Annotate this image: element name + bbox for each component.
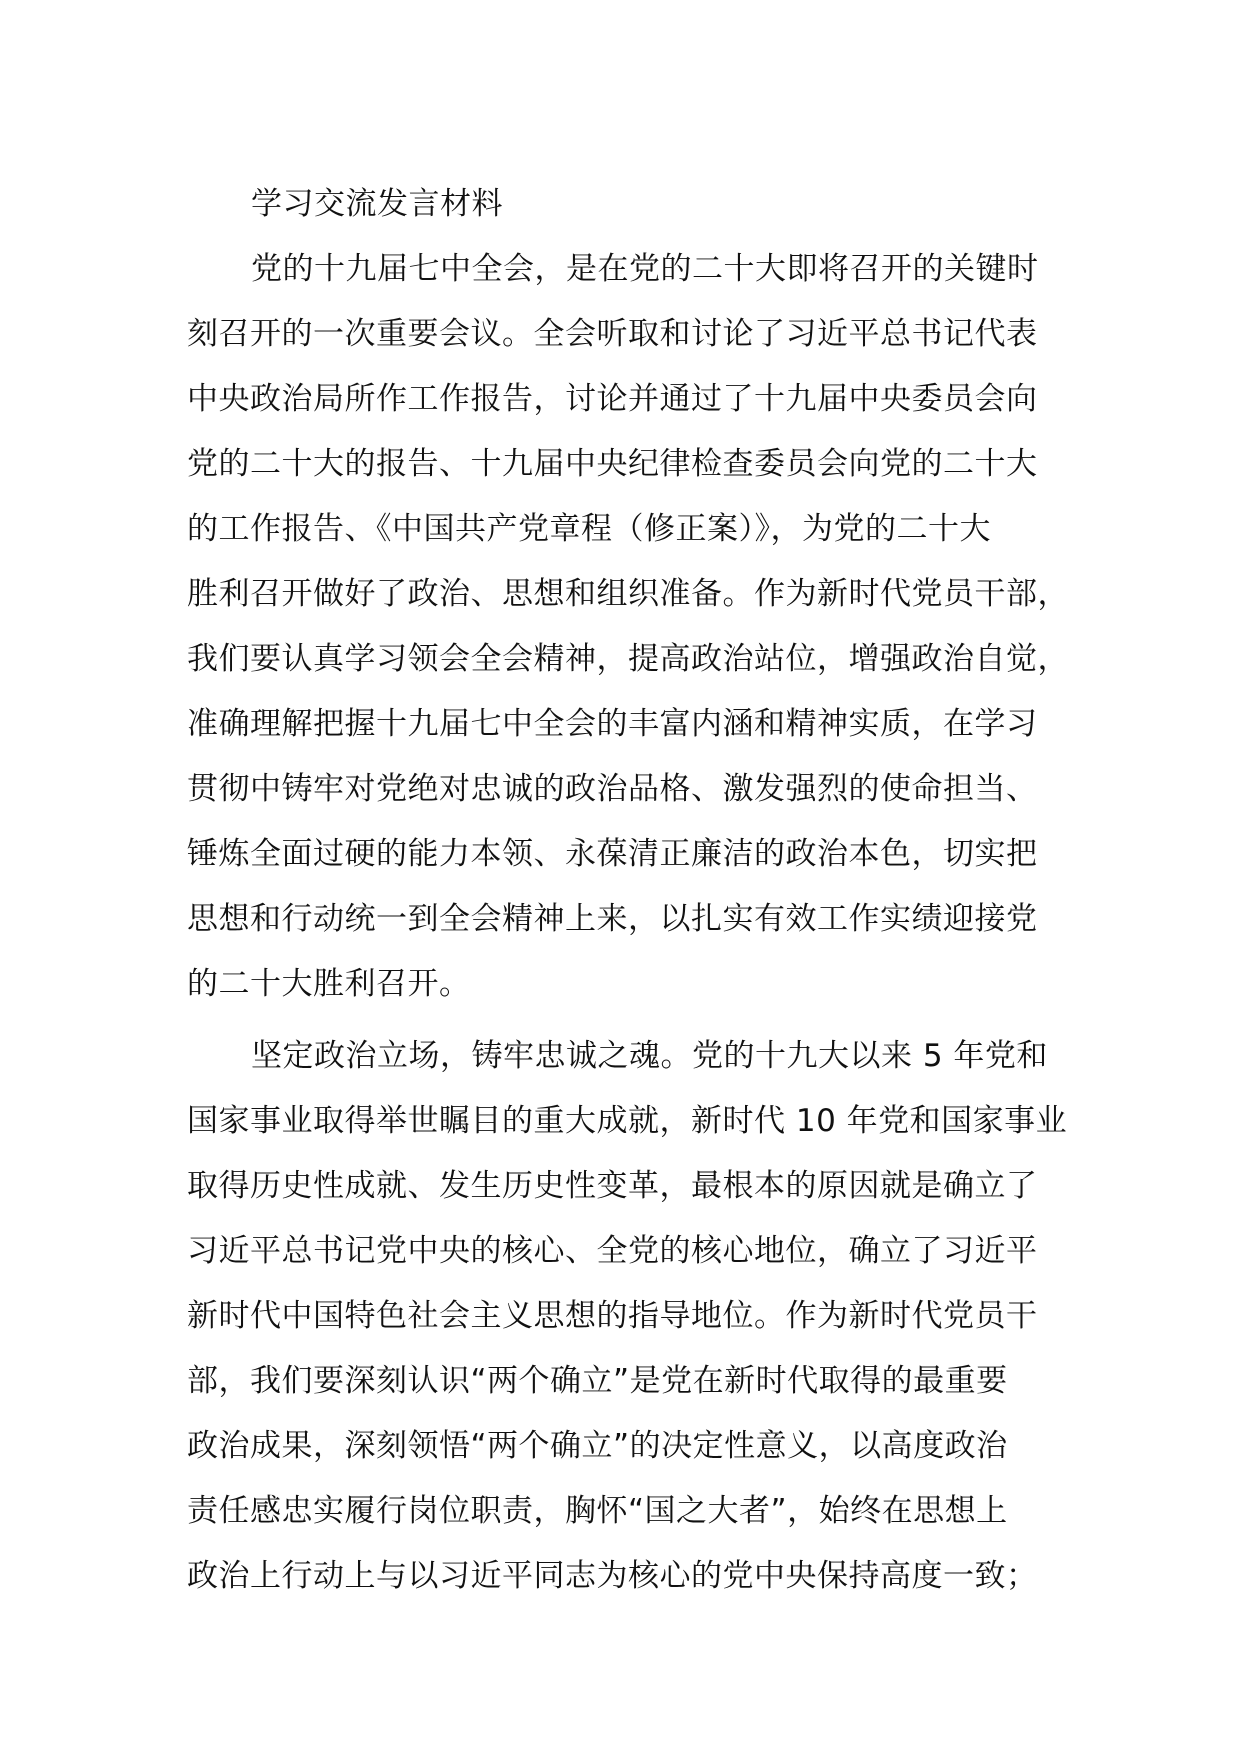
text-line: 刻召开的一次重要会议。全会听取和讨论了习近平总书记代表 bbox=[187, 316, 1038, 352]
text-line: 取得历史性成就、发生历史性变革，最根本的原因就是确立了 bbox=[187, 1168, 1038, 1204]
text-line: 贯彻中铸牢对党绝对忠诚的政治品格、激发强烈的使命担当、 bbox=[187, 771, 1038, 807]
text-line: 的工作报告、《中国共产党章程（修正案）》，为党的二十大 bbox=[187, 511, 991, 547]
text-line: 政治成果，深刻领悟“两个确立”的决定性意义，以高度政治 bbox=[187, 1428, 1008, 1464]
text-line: 政治上行动上与以习近平同志为核心的党中央保持高度一致； bbox=[187, 1558, 1038, 1594]
text-line: 国家事业取得举世瞩目的重大成就，新时代 10 年党和国家事业 bbox=[187, 1103, 1068, 1139]
text-line: 思想和行动统一到全会精神上来，以扎实有效工作实绩迎接党 bbox=[187, 901, 1038, 937]
text-line: 新时代中国特色社会主义思想的指导地位。作为新时代党员干 bbox=[187, 1298, 1038, 1334]
text-line: 责任感忠实履行岗位职责，胸怀“国之大者”，始终在思想上 bbox=[187, 1493, 1008, 1529]
text-line: 胜利召开做好了政治、思想和组织准备。作为新时代党员干部， bbox=[187, 576, 1069, 612]
text-line: 坚定政治立场，铸牢忠诚之魂。党的十九大以来 5 年党和 bbox=[251, 1038, 1048, 1074]
text-line: 准确理解把握十九届七中全会的丰富内涵和精神实质，在学习 bbox=[187, 706, 1038, 742]
text-line: 党的二十大的报告、十九届中央纪律检查委员会向党的二十大 bbox=[187, 446, 1038, 482]
paragraph-2 bbox=[187, 1024, 1068, 1609]
text-line: 的二十大胜利召开。 bbox=[187, 966, 471, 1002]
document-body bbox=[187, 172, 1069, 1609]
text-line: 部，我们要深刻认识“两个确立”是党在新时代取得的最重要 bbox=[187, 1363, 1008, 1399]
text-line: 中央政治局所作工作报告，讨论并通过了十九届中央委员会向 bbox=[187, 381, 1038, 417]
text-line: 党的十九届七中全会，是在党的二十大即将召开的关键时 bbox=[251, 251, 1039, 287]
text-line: 习近平总书记党中央的核心、全党的核心地位，确立了习近平 bbox=[187, 1233, 1038, 1269]
document-title: 学习交流发言材料 bbox=[251, 186, 503, 222]
paragraph-1 bbox=[187, 237, 1069, 1017]
text-line: 锤炼全面过硬的能力本领、永葆清正廉洁的政治本色，切实把 bbox=[187, 836, 1038, 872]
text-line: 我们要认真学习领会全会精神，提高政治站位，增强政治自觉， bbox=[187, 641, 1069, 677]
